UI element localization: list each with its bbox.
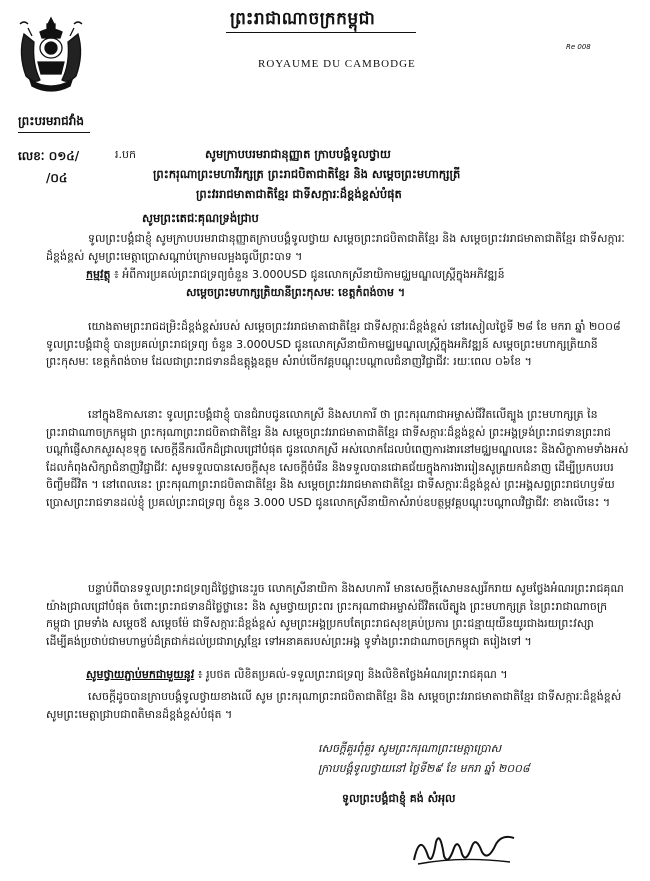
sign-off-line-1: សេចក្តីគួរពុំគួរ សូមព្រះករុណាព្រះមេត្តាប្រោស [318,742,502,755]
body-paragraph-3: បន្ទាប់ពីបានទទួលព្រះរាជទ្រព្យដ៏ថ្លៃថ្លានេះរួច លោកស្រីនាយិកា និងសហការី មានសេចក្តីសោមនស្សរីករាយ សូមថ្លែងអំណរព្រះរាជគុណយ៉ាងជ្រាលជ្រៅបំផុត ចំពោះព្រះរាជទានដ៏ថ្លៃថ្លានេះ និង សូមថ្វាយព្រះពរ ព្រះករុណាជាអម្ចាស់ជីវិតលើត្បូង ព្រះមហាក្សត្រ នៃព្រះរាជាណាចក្រកម្ពុជា ព្រមទាំង សម្តេចឪ សម្តេចម៉ែ ជាទីសក្ការៈដ៏ខ្ពង់ខ្ពស់ សូមព្រះអង្គប្រកបតែព្រះរាជសុខគ្រប់ប្រការ ព្រះជន្មាយុយឺនយូរជាងរយព្រះវស្សា ដើម្បីគង់ប្រថាប់ជាមហាម្លប់ដ៏ត្រជាក់ដល់ប្រជារាស្ត្រខ្មែរ ទៅអនាគតរបស់ព្រះអង្គ ទូទាំងព្រះរាជាណាចក្រកម្ពុជា តរៀងទៅ ។ [46,582,624,648]
kingdom-title-french: ROYAUME DU CAMBODGE [258,58,416,70]
office-name: ព្រះបរមរាជវាំង [18,114,84,128]
document-number-suffix: /០៤ [46,171,68,185]
department-code: រ.បក [115,148,136,161]
closing-paragraph: សេចក្តីដូចបានក្រាបបង្គំទូលថ្វាយខាងលើ សូម ព្រះករុណាព្រះរាជបិតាជាតិខ្មែរ និង សម្តេចព្រះវររាជមាតាជាតិខ្មែរ ជាទីសក្ការៈដ៏ខ្ពង់ខ្ពស់ សូមព្រះមេត្តាជ្រាបជាពតិមានដ៏ខ្ពង់ខ្ពស់បំផុត ។ [46,690,622,721]
address-line-1: សូមក្រាបបរមរាជានុញ្ញាត ក្រាបបង្គំទូលថ្វាយ [205,147,391,161]
subject-text: ៖ អំពីការប្រគល់ព្រះរាជទ្រព្យចំនួន 3.000USD ជូនលោកស្រីនាយិកាមជ្ឈមណ្ឌលស្ត្រីក្នុងអភិវឌ្ឍន៍ [113,268,505,281]
kingdom-title-khmer: ព្រះរាជាណាចក្រកម្ពុជា [230,9,376,29]
document-number: លេខៈ ០១៤/ [18,149,80,163]
subject-block [86,266,630,301]
attachment-label: សូមថ្វាយភ្ជាប់មកជាមួយនូវ [86,668,195,681]
greeting: សូមព្រះតេជៈគុណទ្រង់ជ្រាប [142,211,259,225]
office-underline [18,132,90,133]
attachment-text: ៖ រូបថត លិខិតប្រគល់-ទទួលព្រះរាជទ្រព្យ និងលិខិតថ្លែងអំណរព្រះរាជគុណ ។ [197,668,508,681]
subject-label: កម្មវត្ថុ [86,268,111,281]
body-paragraph-2: នៅក្នុងឱកាសនោះ ទូលព្រះបង្គំជាខ្ញុំ បានជំរាបជូនលោកស្រី និងសហការី ថា ព្រះករុណាជាអម្ចាស់ជីវិតលើត្បូង ព្រះមហាក្សត្រ នៃព្រះរាជាណាចក្រកម្ពុជា ព្រះករុណាព្រះរាជបិតាជាតិខ្មែរ និង សម្តេចព្រះវររាជមាតាជាតិខ្មែរ ជាទីសក្ការៈដ៏ខ្ពង់ខ្ពស់ ព្រះអង្គទ្រង់ព្រះរាជទានព្រះរាជបណ្តាំផ្ញើសាកសួរសុខទុក្ខ សេចក្តីនឹករលឹកដ៏ជ្រាលជ្រៅបំផុត ជូនលោកស្រី អស់លោកដែលបំពេញការងារនៅមជ្ឈមណ្ឌលនេះ និងសិក្ខាកាមទាំងអស់ ដែលកំពុងសិក្សាជំនាញវិជ្ជាជីវៈ សូមទទួលបានសេចក្តីសុខ សេចក្តីចំរើន និងទទួលបានជោគជ័យក្នុងការងាររៀនសូត្រយកជំនាញ ដើម្បីប្រកបរបរចិញ្ចឹមជីវិត ។ នៅពេលនេះ ព្រះករុណាព្រះរាជបិតាជាតិខ្មែរ និង សម្តេចព្រះវររាជមាតាជាតិខ្មែរ ជាទីសក្ការៈដ៏ខ្ពង់ខ្ពស់ ព្រះអង្គសព្វព្រះរាជហឫទ័យប្រោសព្រះរាជទានដល់ខ្ញុំ ប្រគល់ព្រះរាជទ្រព្យ ចំនួន 3.000 USD ជូនលោកស្រីនាយិកាសំរាប់ឧបត្ថម្ភវគ្គបណ្តុះបណ្តាលវិជ្ជាជីវៈ ខាងលើនេះ ។ [46,408,629,509]
title-divider [226,32,416,33]
signatory-name: ទូលព្រះបង្គំជាខ្ញុំ គង់ សំអុល [342,792,456,805]
handwritten-signature-icon [410,826,520,870]
body-paragraph-1: យោងតាមព្រះរាជដម្រិះដ៏ខ្ពង់ខ្ពស់របស់ សម្តេចព្រះវររាជមាតាជាតិខ្មែរ ជាទីសក្ការៈដ៏ខ្ពង់ខ្ពស់ នៅរសៀលថ្ងៃទី ២៨ ខែ មករា ឆ្នាំ ២០០៨ ទូលព្រះបង្គំជាខ្ញុំ បានប្រគល់ព្រះរាជទ្រព្យ ចំនួន 3.000USD ជូនលោកស្រីនាយិកាមជ្ឈមណ្ឌលស្ត្រីក្នុងអភិវឌ្ឍន៍ សម្តេចព្រះមហាក្សត្រិយានីព្រះកុសមៈ ខេត្តកំពង់ចាម ដែលជាព្រះរាជទានដ៏ឧត្តុង្គឧត្តម សំរាប់បើកវគ្គបណ្តុះបណ្តាលជំនាញវិជ្ជាជីវៈ រយៈពេល ០៦ខែ ។ [46,320,621,368]
subject-text-2: សម្តេចព្រះមហាក្សត្រិយានីព្រះកុសមៈ ខេត្តកំពង់ចាម ។ [186,285,406,299]
attachment-line [86,666,630,684]
sign-off-line-2: ក្រាបបង្គំទូលថ្វាយនៅ ថ្ងៃទី២៩ ខែ មករា ឆ្នាំ ២០០៨ [318,762,530,775]
royal-arms-emblem-icon [14,14,88,94]
address-line-2: ព្រះករុណាព្រះមហាវីរក្សត្រ ព្រះរាជបិតាជាតិខ្មែរ និង សម្តេចព្រះមហាក្សត្រី [153,167,461,181]
intro-paragraph: ទូលព្រះបង្គំជាខ្ញុំ សូមក្រាបបរមរាជានុញ្ញាតក្រាបបង្គំទូលថ្វាយ សម្តេចព្រះរាជបិតាជាតិខ្មែរ និង សម្តេចព្រះវររាជមាតាជាតិខ្មែរ ជាទីសក្ការៈដ៏ខ្ពង់ខ្ពស់ សូមព្រះមេត្តាប្រោសណ្តាប់ក្រោមលម្អងធូលីព្រះបាទ ។ [46,232,625,263]
reference-code: Re 008 [566,43,591,51]
address-line-3: ព្រះវររាជមាតាជាតិខ្មែរ ជាទីសក្ការៈដ៏ខ្ពង់ខ្ពស់បំផុត [196,187,402,201]
